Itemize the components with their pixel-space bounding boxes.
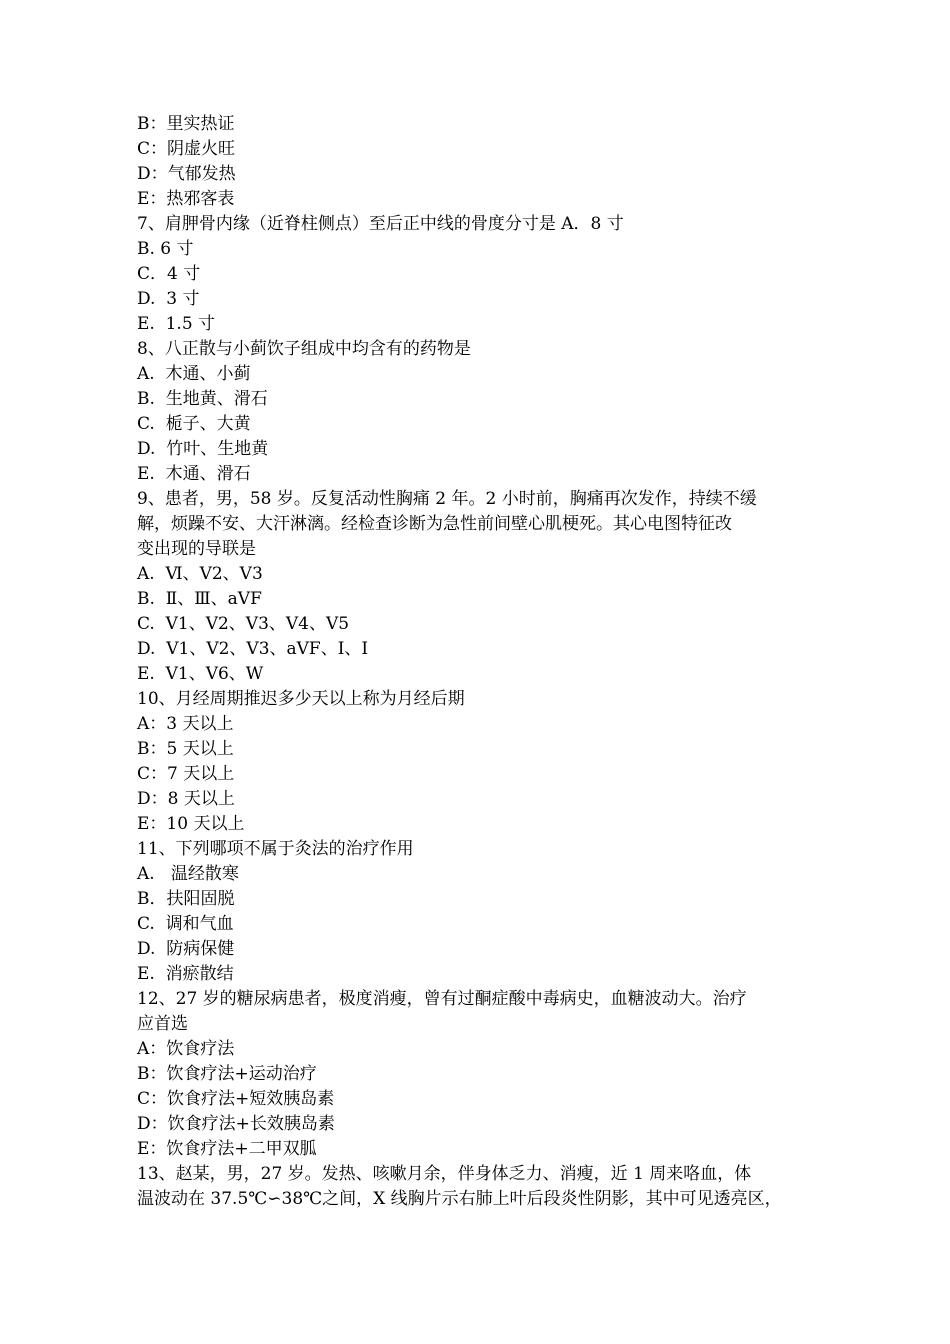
text-line: C. 调和气血 <box>137 914 234 934</box>
text-line: C：饮食疗法+短效胰岛素 <box>137 1089 335 1109</box>
question-11: 11、下列哪项不属于灸法的治疗作用 <box>137 839 414 859</box>
text-line: E. 1.5 寸 <box>137 314 216 334</box>
text-line: A. 木通、小蓟 <box>137 364 251 384</box>
text-line: A. 温经散寒 <box>137 864 239 884</box>
text-line: B. 生地黄、滑石 <box>137 389 268 409</box>
text-line: B. Ⅱ、Ⅲ、aVF <box>137 589 262 609</box>
text-line: E. V1、V6、W <box>137 664 264 684</box>
question-10: 10、月经周期推迟多少天以上称为月经后期 <box>137 689 465 709</box>
text-line: A：饮食疗法 <box>137 1039 235 1059</box>
text-line: D. V1、V2、V3、aVF、Ⅰ、Ⅰ <box>137 639 369 659</box>
text-line: A：3 天以上 <box>137 714 234 734</box>
text-line: C. V1、V2、V3、V4、V5 <box>137 614 350 634</box>
text-line: B：里实热证 <box>137 114 235 134</box>
question-7: 7、肩胛骨内缘（近脊柱侧点）至后正中线的骨度分寸是 A．8 寸 <box>137 214 624 234</box>
text-line: D：饮食疗法+长效胰岛素 <box>137 1114 335 1134</box>
question-13: 13、赵某，男，27 岁。发热、咳嗽月余，伴身体乏力、消瘦，近 1 周来咯血，体 <box>137 1164 752 1184</box>
question-8: 8、八正散与小蓟饮子组成中均含有的药物是 <box>137 339 471 359</box>
text-line: E：热邪客表 <box>137 189 235 209</box>
question-12: 12、27 岁的糖尿病患者，极度消瘦，曾有过酮症酸中毒病史，血糖波动大。治疗 <box>137 989 747 1009</box>
document-page <box>137 112 827 1212</box>
text-line: C．4 寸 <box>137 264 201 284</box>
text-line: C：7 天以上 <box>137 764 235 784</box>
text-line: C. 栀子、大黄 <box>137 414 251 434</box>
text-line: E：饮食疗法+二甲双胍 <box>137 1139 317 1159</box>
text-line: 解，烦躁不安、大汗淋漓。经检查诊断为急性前间壁心肌梗死。其心电图特征改 <box>137 514 732 534</box>
text-line: D：8 天以上 <box>137 789 235 809</box>
text-line: D. 3 寸 <box>137 289 200 309</box>
text-line: C：阴虚火旺 <box>137 139 236 159</box>
text-line: B．扶阳固脱 <box>137 889 235 909</box>
text-line: 应首选 <box>137 1014 188 1034</box>
text-line: E：10 天以上 <box>137 814 245 834</box>
text-line: D：气郁发热 <box>137 164 236 184</box>
text-line: 温波动在 37.5℃∽38℃之间，X 线胸片示右肺上叶后段炎性阴影，其中可见透亮区， <box>137 1189 782 1209</box>
text-line: B：饮食疗法+运动治疗 <box>137 1064 317 1084</box>
text-line: E. 消瘀散结 <box>137 964 234 984</box>
text-line: B. 6 寸 <box>137 239 194 259</box>
text-line: A. Ⅵ、V2、V3 <box>137 564 263 584</box>
text-line: B：5 天以上 <box>137 739 234 759</box>
text-line: E. 木通、滑石 <box>137 464 251 484</box>
text-line: 变出现的导联是 <box>137 539 256 559</box>
text-line: D. 防病保健 <box>137 939 235 959</box>
question-9: 9、患者，男，58 岁。反复活动性胸痛 2 年。2 小时前，胸痛再次发作，持续不缓 <box>137 489 757 509</box>
text-line: D. 竹叶、生地黄 <box>137 439 269 459</box>
